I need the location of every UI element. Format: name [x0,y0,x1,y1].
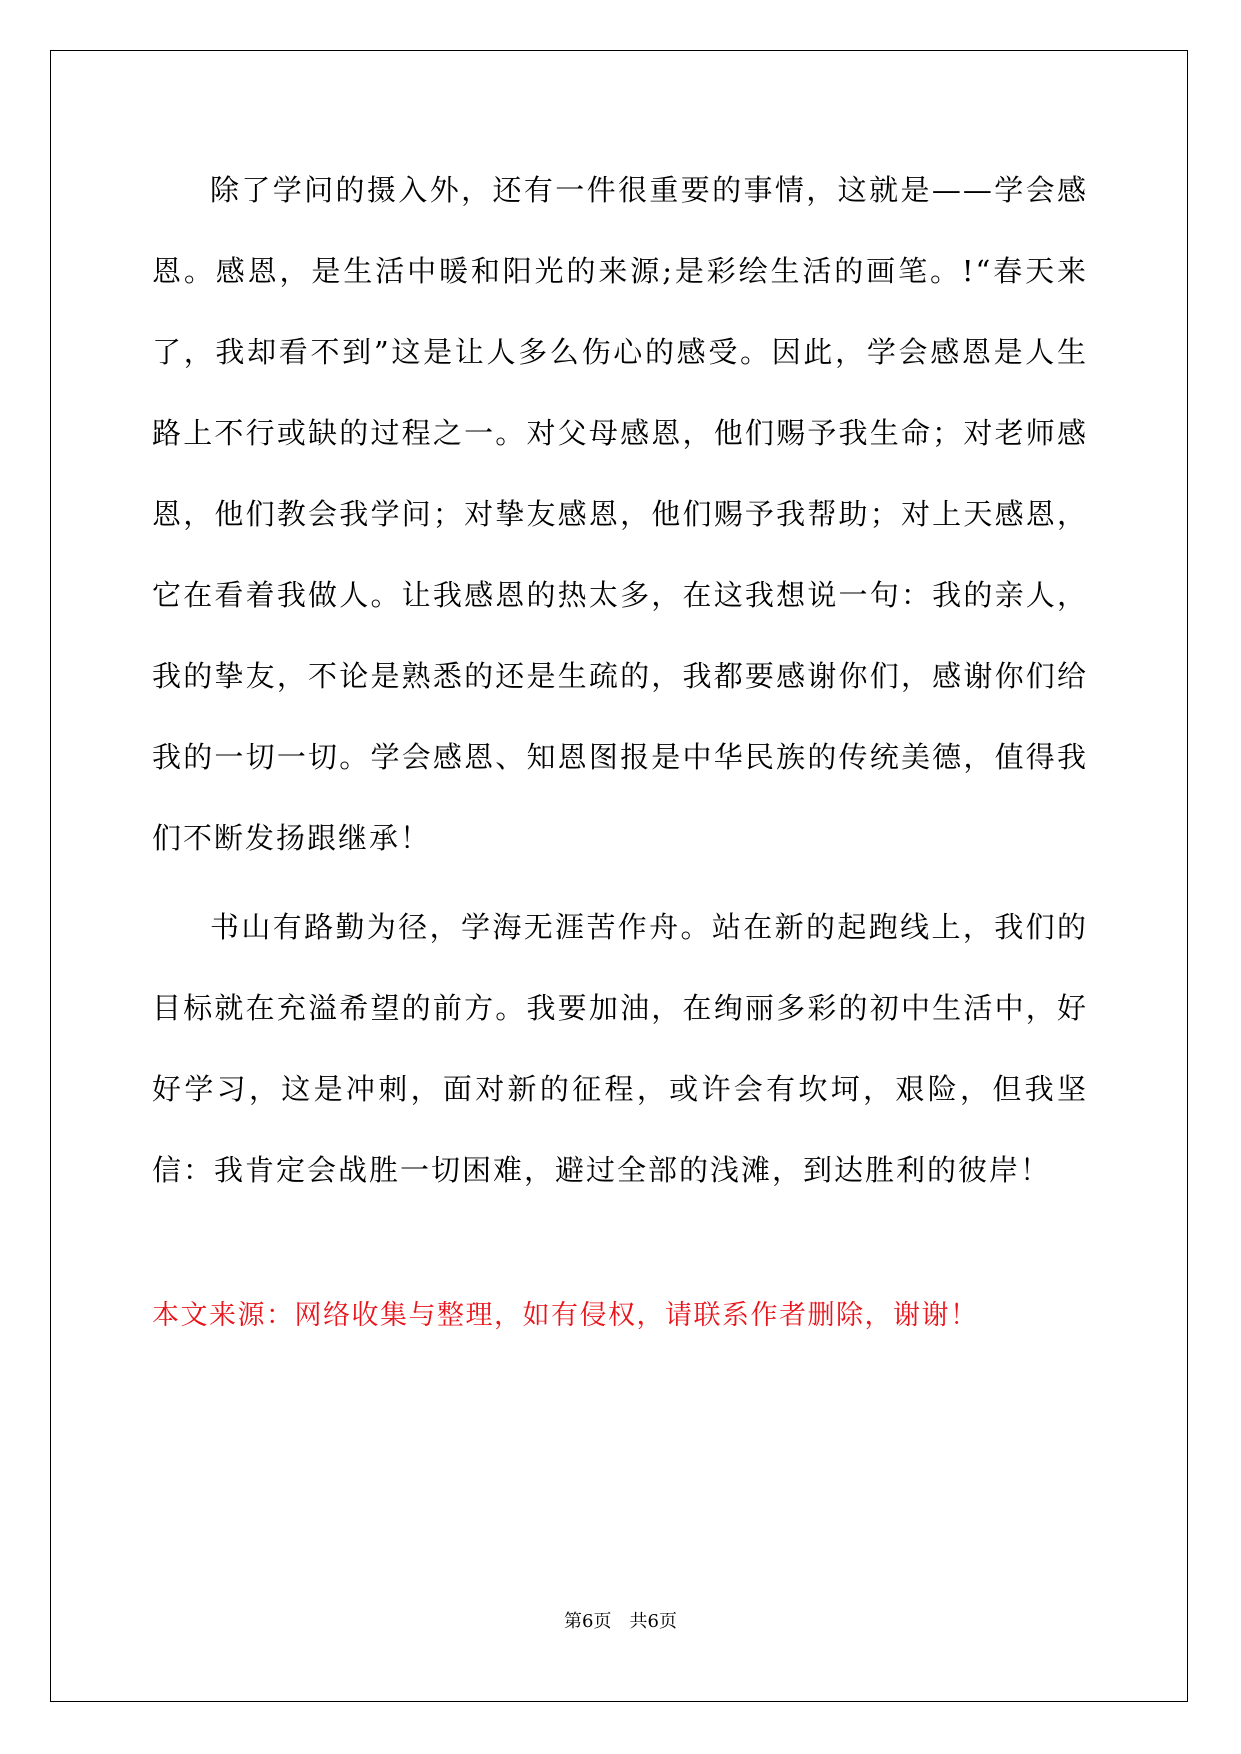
page-number-footer: 第6页 共6页 [564,1611,677,1632]
paragraph-text: 除了学问的摄入外，还有一件很重要的事情，这就是——学会感恩。感恩，是生活中暖和阳光的来源;是彩绘生活的画笔。!“春天来了，我却看不到”这是让人多么伤心的感受。因此，学会感恩是人生路上不行或缺的过程之一。对父母感恩，他们赐予我生命；对老师感恩，他们教会我学问；对挚友感恩，他们赐予我帮助；对上天感恩，它在看着我做人。让我感恩的热太多，在这我想说一句：我的亲人，我的挚友，不论是熟悉的还是生疏的，我都要感谢你们，感谢你们给我的一切一切。学会感恩、知恩图报是中华民族的传统美德，值得我们不断发扬跟继承！ [152,173,1088,855]
source-disclaimer: 本文来源：网络收集与整理，如有侵权，请联系作者删除，谢谢！ [152,1300,979,1331]
paragraph-text: 书山有路勤为径，学海无涯苦作舟。站在新的起跑线上，我们的目标就在充溢希望的前方。我要加油，在绚丽多彩的初中生活中，好好学习，这是冲刺，面对新的征程，或许会有坎坷，艰险，但我坚信：我肯定会战胜一切困难，避过全部的浅滩，到达胜利的彼岸！ [152,910,1088,1187]
body-paragraph-1 [152,150,1088,879]
body-paragraph-2 [152,887,1088,1211]
